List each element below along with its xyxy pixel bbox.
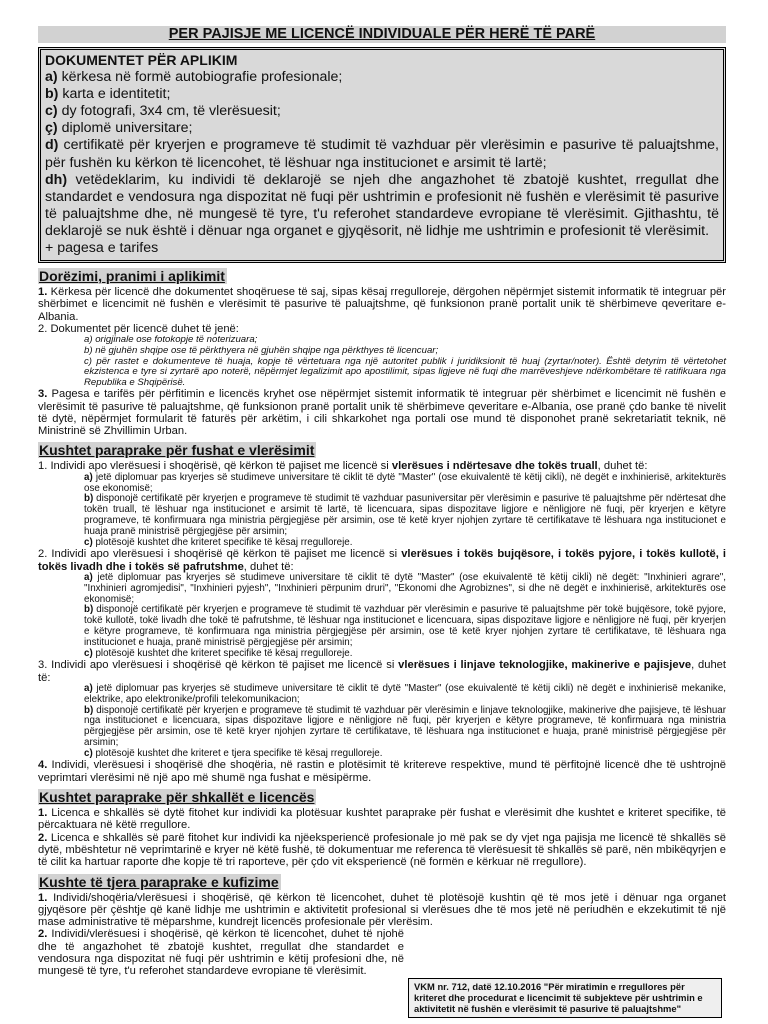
documents-item-d: d) certifikatë për kryerjen e programeve të studimit të vazhduar për vlerësimin e pasurive të paluajtshme, për fushën ku kërkon të licencohet, të lëshuar nga institucionet e arsimit të lartë; bbox=[45, 137, 719, 171]
paragraph: 4. Individi, vlerësuesi i shoqërisë dhe shoqëria, në rastin e plotësimit të kritereve respektive, mund të përfitojnë licencë dhe të ushtrojnë veprimtari vlerësimi në një apo më shumë nga fushat e mësipërme. bbox=[38, 759, 726, 784]
legal-reference-text: VKM nr. 712, datë 12.10.2016 "Për miratimin e rregullores për kriteret dhe procedurat e licencimit të subjekteve për ushtrimin e aktivitetit në fushën e vlerësimit të pasurive të paluajtshme" bbox=[414, 981, 703, 1014]
paragraph: 1. Kërkesa për licencë dhe dokumentet shoqëruese të saj, sipas kësaj rregulloreje, dërgohen nëpërmjet sistemit informatik të integruar për shërbimet e licencimit në fushën e vlerësimit të pasurive të paluajtshme, që funksionon pranë portalit unik të shërbimeve qeveritare e-Albania. bbox=[38, 286, 726, 323]
sub-item: a) origjinale ose fotokopje të noterizuara; bbox=[84, 334, 258, 346]
sub-item: c) plotësojë kushtet dhe kriteret specifike të kësaj rregulloreje. bbox=[84, 536, 353, 548]
section-title-other-conditions: Kushte të tjera paraprake e kufizime bbox=[39, 873, 279, 890]
paragraph: 1. Individi/shoqëria/vlerësuesi i shoqërisë, që kërkon të licencohet, duhet të plotësojë kushtin që të mos jetë i dënuar nga organet gjyqësore për çështje që kanë lidhje me ushtrimin e aktivitetit profesional si vlerësues dhe të mos jetë në periudhën e ekzekutimit të një mase administrative të mëparshme, kundrejt licencës profesionale për vlerësim. bbox=[38, 891, 726, 929]
sub-item: b) disponojë certifikatë për kryerjen e programeve të studimit të vazhduar për vlerësimin e pasurive të paluajtshme për tokë bujqësore, tokë pyjore, tokë kullotë, tokë livadh dhe tokë të pafrutshme, të lëshuar nga institucionet e licencuara, sipas dispozitave ligjore e nënligjore në fuqi, për kryerjen e këtyre programeve, të konfirmuara nga ministria përgjegjëse për arsimin, ose të ketë kryer njohjen zyrtare të certifikatave, të lëshuara nga institucionet e huaja, pranë ministrisë përgjegjëse për arsimin; bbox=[84, 604, 726, 648]
documents-item-a: a) kërkesa në formë autobiografie profesionale; bbox=[45, 69, 343, 86]
paragraph: 3. Individi apo vlerësuesi i shoqërisë që kërkon të pajiset me licencë si vlerësues i linjave teknologjike, makinerive e pajisjeve, duhet të: bbox=[38, 659, 727, 684]
documents-item-c: c) dy fotografi, 3x4 cm, të vlerësuesit; bbox=[45, 103, 281, 120]
sub-item: a) jetë diplomuar pas kryerjes së studimeve universitare të ciklit të dytë "Master" (ose ekuivalentë të këtij cikli) në degët: "Inxhinieri agrare", "Inxhinieri agromjedisi", "Inxhinieri pyjesh", "Inxhinieri përpunim druri", "Ekonomi dhe Agrobiznes", si dhe në degët e inxhinierisë, arkitekturës ose ekonomisë; bbox=[84, 571, 726, 605]
documents-item-c-cedilla: ç) diplomë universitare; bbox=[45, 120, 193, 137]
sub-item: b) disponojë certifikatë për kryerjen e programeve të studimit të vazhduar pasuniversitar për vlerësimin e pasurive të paluajtshme për ndërtesat dhe tokën truall, të lëshuar nga institucionet e arsimit të lartë, të licencuara, sipas dispozitave ligjore e nënligjore në fuqi, për kryerjen e këtyre programeve, të konfirmuara nga ministria përgjegjëse për arsimin, ose të ketë kryer njohjen zyrtare të certifikatave të lëshuara nga institucionet e huaja pranë ministrisë përgjegjëse për arsimin; bbox=[84, 493, 726, 537]
documents-item-b: b) karta e identitetit; bbox=[45, 86, 171, 103]
sub-item: c) plotësojë kushtet dhe kriteret e tjera specifike të kësaj rregulloreje. bbox=[84, 747, 383, 759]
sub-item: a) jetë diplomuar pas kryerjes së studimeve universitare të ciklit të dytë "Master" (ose ekuivalentë të këtij cikli) në degët e inxhinierisë mekanike, elektrike, apo elektronike/profili telekomunikacion; bbox=[84, 682, 726, 705]
page-title: PER PAJISJE ME LICENCË INDIVIDUALE PËR HERË TË PARË bbox=[38, 26, 726, 43]
paragraph: 3. Pagesa e tarifës për përfitimin e licencës kryhet ose nëpërmjet sistemit informatik të integruar për shërbimet e licencimit në fushën e vlerësimit të pasurive të paluajtshme, që funksionon pranë portalit unik të shërbimeve qeveritare e-Albania, ose pranë çdo banke të nivelit të dytë, nëpërmjet formularit të faturës për arkëtim, i cili shkarkohet nga portali ose mund të disponohet pranë sekretariatit teknik, në Ministrinë së Zhvillimin Urban. bbox=[38, 388, 726, 438]
documents-extra: + pagesa e tarifes bbox=[45, 240, 159, 257]
section-title-field-conditions: Kushtet paraprake për fushat e vlerësimit bbox=[39, 442, 315, 459]
documents-heading: DOKUMENTET PËR APLIKIM bbox=[45, 52, 238, 68]
sub-item: a) jetë diplomuar pas kryerjes së studimeve universitare të ciklit të dytë "Master" (ose ekuivalentë të këtij cikli), në degët e inxhinierisë, arkitekturës ose ekonomisë; bbox=[84, 471, 726, 494]
section-title-license-levels: Kushtet paraprake për shkallët e licencës bbox=[39, 789, 315, 806]
sub-item: c) plotësojë kushtet dhe kriteret specifike të kësaj rregulloreje. bbox=[84, 647, 353, 659]
sub-item: b) në gjuhën shqipe ose të përkthyera në gjuhën shqipe nga përkthyes të licencuar; bbox=[84, 344, 439, 356]
section-title-submission: Dorëzimi, pranimi i aplikimit bbox=[39, 268, 225, 285]
paragraph: 2. Dokumentet për licencë duhet të jenë: bbox=[38, 323, 239, 336]
paragraph: 1. Individi apo vlerësuesi i shoqërisë, që kërkon të pajiset me licencë si vlerësues i ndërtesave dhe tokës truall, duhet të: bbox=[38, 460, 648, 473]
document-page bbox=[38, 26, 726, 978]
sub-item: c) për rastet e dokumenteve të huaja, kopje të vërtetuara nga një autoritet publik i juridiksionit të huaj (zyrtar/noter). Është detyrim të vërtetohet ekzistenca e tyre si zyrtarë apo noterë, nëpërmjet legalizimit apo apostilimit, sipas ligjeve në fuqi dhe marrëveshjeve ndërkombëtare të ratifikuara nga Republika e Shqipërisë. bbox=[84, 355, 726, 388]
paragraph: 2. Individi apo vlerësuesi i shoqërisë që kërkon të pajiset me licencë si vlerësues i tokës bujqësore, i tokës pyjore, i tokës kullotë, i tokës livadh dhe i tokës së pafrutshme, duhet të: bbox=[38, 548, 726, 573]
legal-reference-box bbox=[408, 978, 722, 1018]
sub-item: b) disponojë certifikatë për kryerjen e programeve të studimit të vazhduar për vlerësimin e linjave teknologjike, makinerive dhe pajisjeve, të lëshuar nga institucionet e licencuara, sipas dispozitave ligjore e nënligjore në fuqi, për kryerjen e këtyre programeve, të konfirmuara nga ministria përgjegjëse për arsimin, ose të ketë kryer njohjen zyrtare të certifikatave, të lëshuara nga institucionet e huaja, pranë ministrisë përgjegjëse për arsimin; bbox=[84, 704, 726, 748]
documents-item-dh: dh) vetëdeklarim, ku individi të deklarojë se njeh dhe angazhohet të zbatojë kushtet, rregullat dhe standardet e vendosura nga dispozitat në fuqi për ushtrimin e profesionit në fushën e vlerësimit të pasurive të paluajtshme dhe, në mungesë të tyre, t'u referohet standardeve evropiane të vlerësimit. Gjithashtu, të deklarojë se nuk është i dënuar nga organet e gjyqësorit, në lidhje me ushtrimin e profesionit të vlerësimit. bbox=[45, 171, 719, 239]
paragraph: 1. Licenca e shkallës së dytë fitohet kur individi ka plotësuar kushtet paraprake për fushat e vlerësimit dhe kushtet e kriteret specifike, të përcaktuara në këtë rregullore. bbox=[38, 807, 726, 832]
paragraph: 2. Individi/vlerësuesi i shoqërisë, që kërkon të licencohet, duhet të njohë dhe të angazhohet të zbatojë kushtet, rregullat dhe standardet e vendosura nga dispozitat në fuqi për ushtrimin e këtij profesioni dhe, në mungesë të tyre, t'u referohet standardeve evropiane të vlerësimit. bbox=[38, 928, 404, 978]
documents-box bbox=[38, 47, 726, 263]
paragraph: 2. Licenca e shkallës së parë fitohet kur individi ka njëeksperiencë profesionale jo më pak se dy vjet nga pajisja me licencë të shkallës së dytë, mbështetur në veprimtarinë e kryer në këtë fushë, të dokumentuar me referenca të vlerësuesit të shkallës së parë, nën mbikëqyrjen e të cilit ka hartuar raporte dhe kopje të tri raporteve, për çdo vit eksperiencë (në formën e kërkuar në rregullore). bbox=[38, 831, 726, 869]
